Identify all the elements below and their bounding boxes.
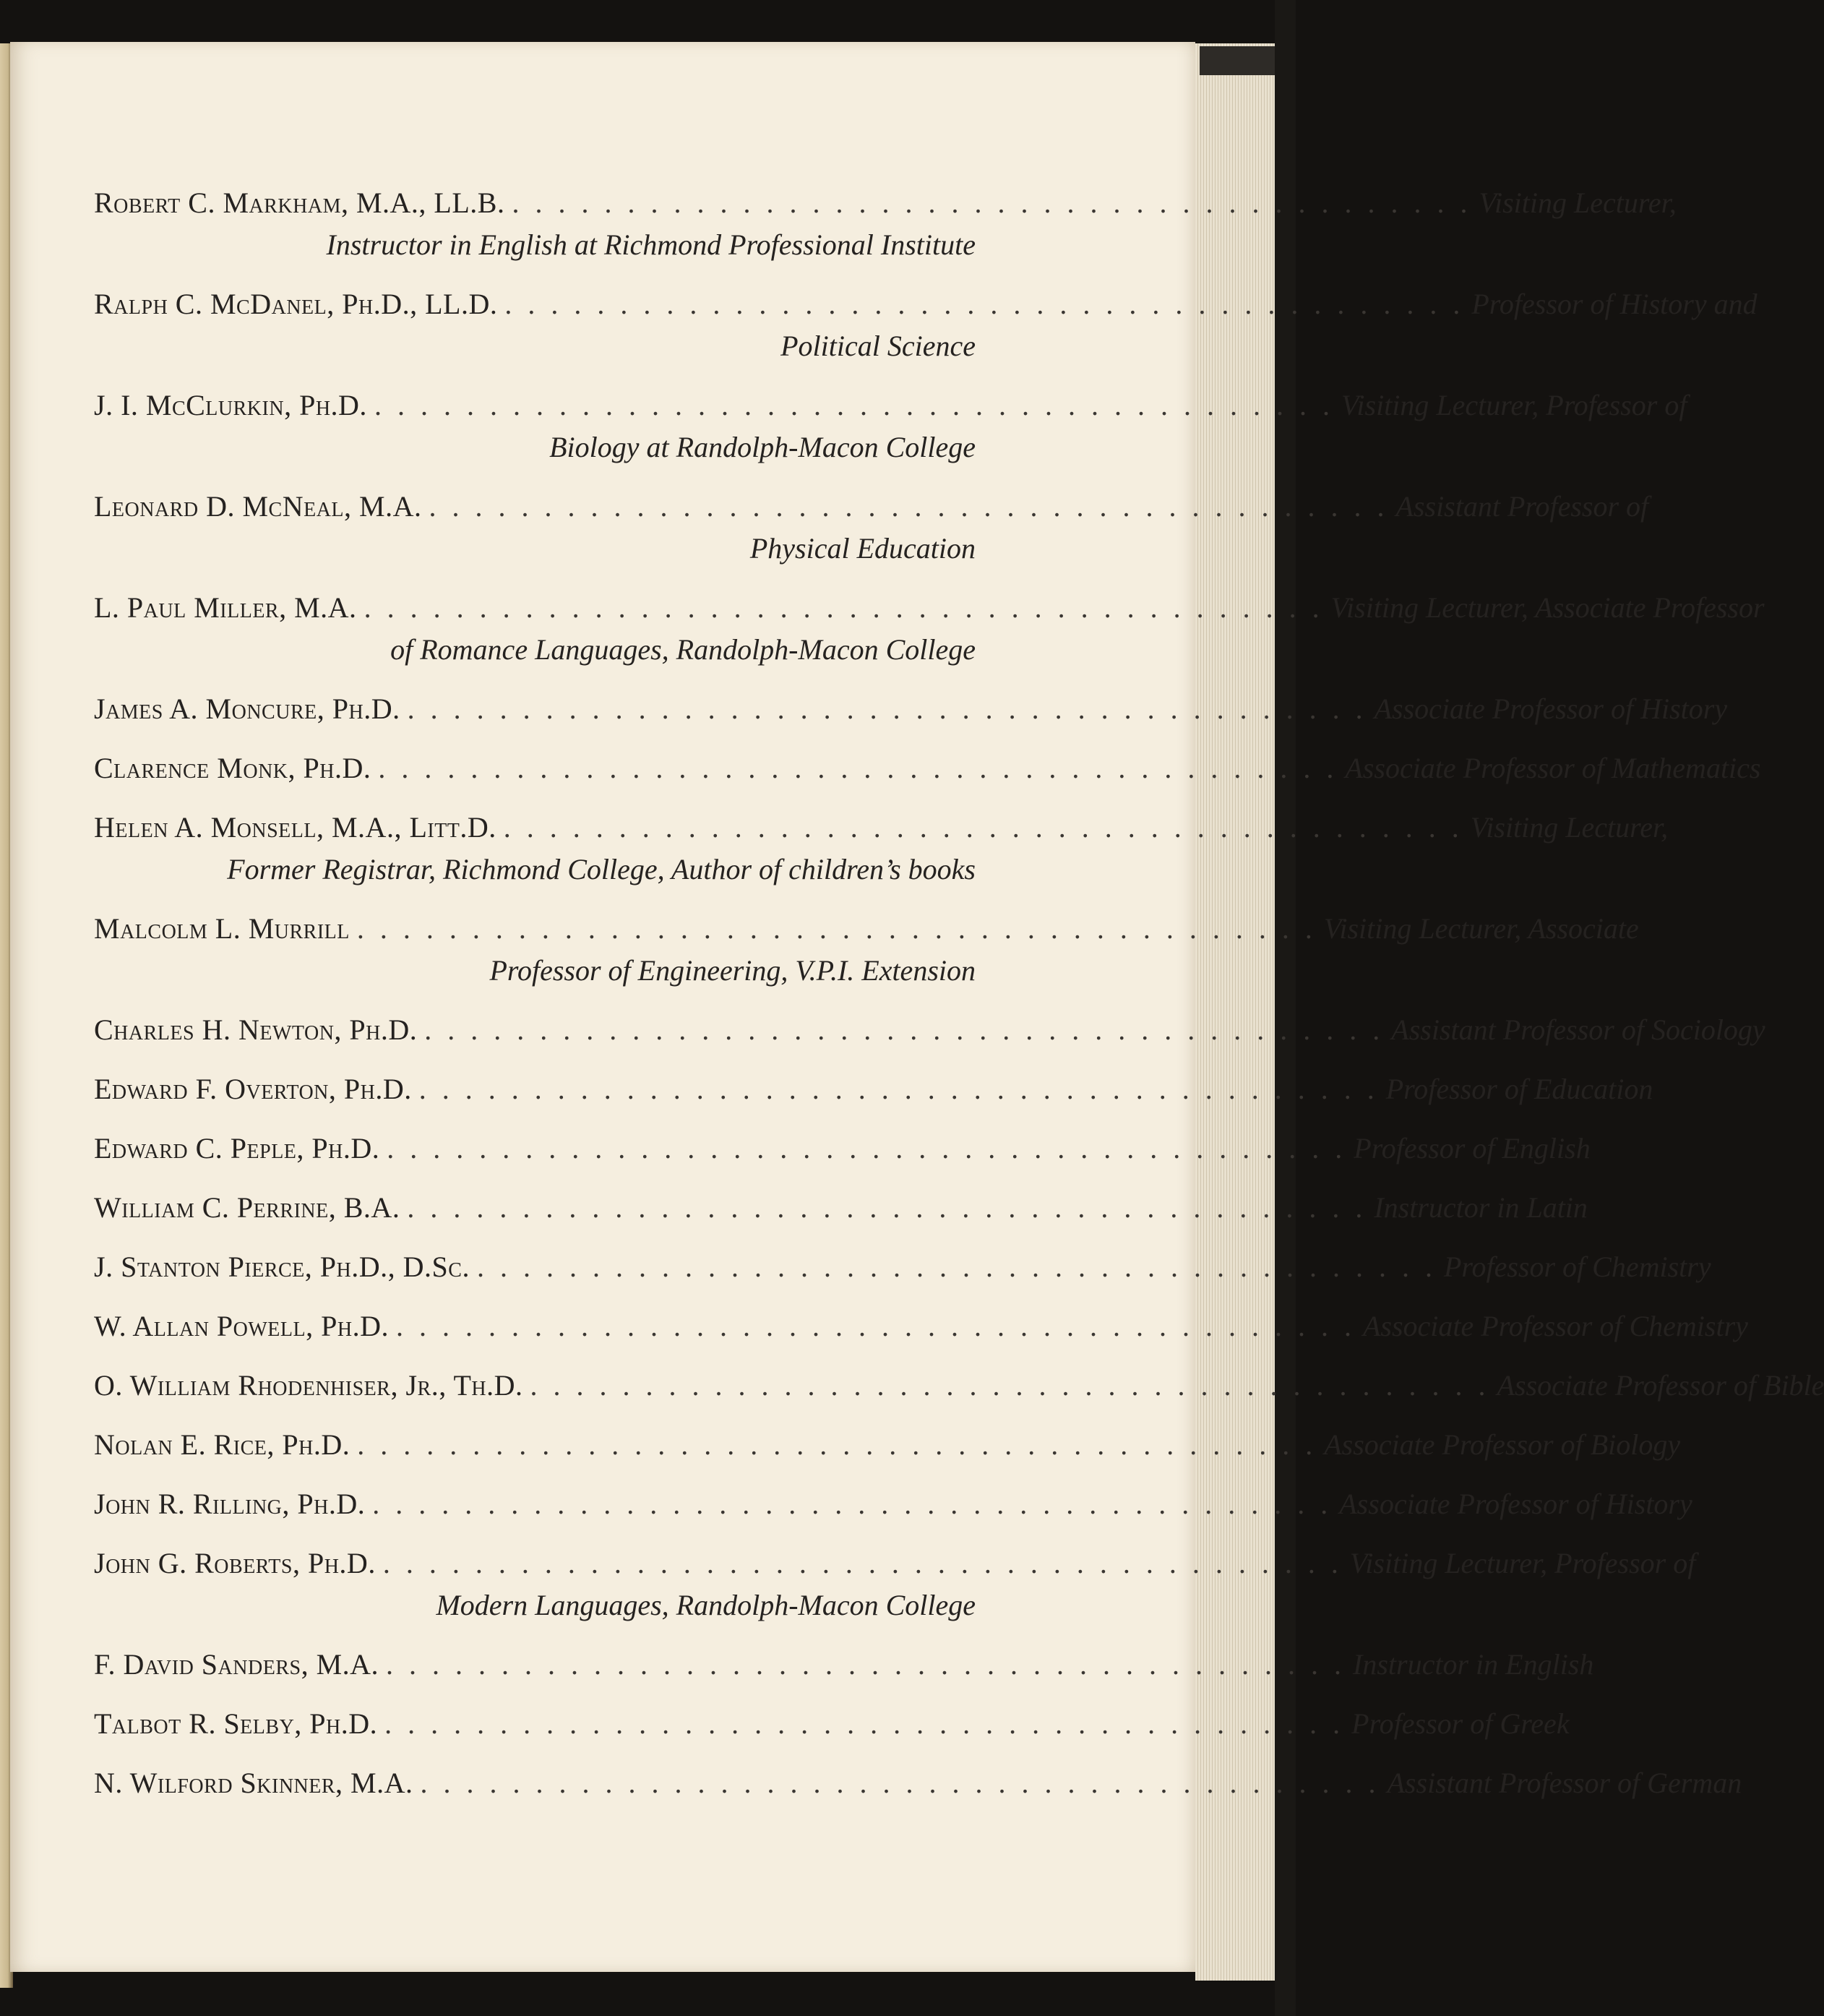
dot-leader: . . . . . . . . . . . . . . . . . . . . . . . . . . . . . . . . . . . . . . . . . . <box>356 912 1317 945</box>
faculty-name: John R. Rilling, Ph.D. <box>94 1488 366 1520</box>
dot-leader: . . . . . . . . . . . . . . . . . . . . . . . . . . . . . . . . . . . . . . . . . . <box>384 1707 1345 1740</box>
faculty-name: Robert C. Markham, M.A., LL.B. <box>94 186 505 219</box>
entry-main-line <box>94 1483 1692 1525</box>
faculty-title-continuation: of Romance Languages, Randolph-Macon College <box>390 633 976 666</box>
faculty-name: Malcolm L. Murrill <box>94 912 350 945</box>
dot-leader: . . . . . . . . . . . . . . . . . . . . . . . . . . . . . . . . . . . . . . . . . . <box>378 752 1338 784</box>
faculty-name: L. Paul Miller, M.A. <box>94 591 357 624</box>
entry-main-line <box>94 807 1669 849</box>
faculty-name: Helen A. Monsell, M.A., Litt.D. <box>94 811 496 844</box>
dot-leader: . . . . . . . . . . . . . . . . . . . . . . . . . . . . . . . . . . . . . . . . . . <box>387 1132 1347 1164</box>
faculty-entry <box>94 908 1639 992</box>
dot-leader: . . . . . . . . . . . . . . . . . . . . . . . . . . . . . . . . . . . . . . . . . . <box>407 1191 1367 1224</box>
entry-main-line <box>94 1543 1696 1584</box>
faculty-entry <box>94 747 1761 789</box>
faculty-entry <box>94 486 1649 570</box>
faculty-entry <box>94 1246 1711 1288</box>
faculty-name: F. David Sanders, M.A. <box>94 1648 379 1681</box>
faculty-entry <box>94 1644 1594 1686</box>
faculty-title-continuation: Biology at Randolph-Macon College <box>549 431 976 463</box>
dot-leader: . . . . . . . . . . . . . . . . . . . . . . . . . . . . . . . . . . . . . . . . . . <box>418 1073 1379 1105</box>
faculty-entry <box>94 1009 1765 1051</box>
faculty-name: J. Stanton Pierce, Ph.D., D.Sc. <box>94 1251 470 1283</box>
faculty-title: Assistant Professor of Sociology <box>1391 1013 1765 1046</box>
faculty-entry <box>94 1424 1681 1466</box>
faculty-title: Visiting Lecturer, <box>1479 186 1677 219</box>
faculty-name: O. William Rhodenhiser, Jr., Th.D. <box>94 1369 523 1402</box>
faculty-name: Nolan E. Rice, Ph.D. <box>94 1428 350 1461</box>
faculty-title: Professor of History and <box>1471 288 1758 320</box>
dot-leader: . . . . . . . . . . . . . . . . . . . . . . . . . . . . . . . . . . . . . . . . . . <box>530 1369 1490 1402</box>
faculty-title: Visiting Lecturer, <box>1470 811 1669 844</box>
faculty-title-continuation: Physical Education <box>749 532 976 565</box>
faculty-title: Assistant Professor of German <box>1387 1767 1742 1799</box>
faculty-name: Edward F. Overton, Ph.D. <box>94 1073 412 1105</box>
faculty-title: Associate Professor of Chemistry <box>1362 1310 1748 1342</box>
dot-leader: . . . . . . . . . . . . . . . . . . . . . . . . . . . . . . . . . . . . . . . . . . <box>363 591 1324 624</box>
entry-main-line <box>94 908 1639 950</box>
entry-main-line <box>94 1703 1570 1745</box>
dot-leader: . . . . . . . . . . . . . . . . . . . . . . . . . . . . . . . . . . . . . . . . . . <box>374 389 1334 421</box>
faculty-entry <box>94 1483 1692 1525</box>
faculty-name: W. Allan Powell, Ph.D. <box>94 1310 389 1342</box>
dot-leader: . . . . . . . . . . . . . . . . . . . . . . . . . . . . . . . . . . . . . . . . . . <box>407 692 1367 725</box>
dot-leader: . . . . . . . . . . . . . . . . . . . . . . . . . . . . . . . . . . . . . . . . . . <box>503 811 1463 844</box>
dot-leader: . . . . . . . . . . . . . . . . . . . . . . . . . . . . . . . . . . . . . . . . . . <box>512 186 1472 219</box>
faculty-title-continuation: Political Science <box>780 330 976 362</box>
dot-leader: . . . . . . . . . . . . . . . . . . . . . . . . . . . . . . . . . . . . . . . . . . <box>476 1251 1437 1283</box>
faculty-name: Clarence Monk, Ph.D. <box>94 752 371 784</box>
faculty-title: Associate Professor of History <box>1339 1488 1692 1520</box>
faculty-title: Instructor in English <box>1353 1648 1594 1681</box>
faculty-name: John G. Roberts, Ph.D. <box>94 1547 376 1579</box>
faculty-entry <box>94 1068 1653 1110</box>
faculty-list <box>94 182 1824 1822</box>
faculty-entry <box>94 1305 1748 1347</box>
entry-main-line <box>94 1128 1591 1170</box>
faculty-title: Instructor in Latin <box>1374 1191 1588 1224</box>
faculty-name: William C. Perrine, B.A. <box>94 1191 400 1224</box>
faculty-entry <box>94 1187 1588 1229</box>
entry-main-line <box>94 747 1761 789</box>
faculty-name: Talbot R. Selby, Ph.D. <box>94 1707 378 1740</box>
faculty-title: Professor of Education <box>1385 1073 1653 1105</box>
cover-corner <box>1200 46 1279 75</box>
entry-main-line <box>94 1068 1653 1110</box>
faculty-entry <box>94 807 1669 891</box>
faculty-title-continuation: Instructor in English at Richmond Professional Institute <box>326 228 976 261</box>
entry-main-line <box>94 385 1687 426</box>
faculty-title: Professor of English <box>1354 1132 1591 1164</box>
dot-leader: . . . . . . . . . . . . . . . . . . . . . . . . . . . . . . . . . . . . . . . . . . <box>372 1488 1333 1520</box>
dot-leader: . . . . . . . . . . . . . . . . . . . . . . . . . . . . . . . . . . . . . . . . . . <box>424 1013 1385 1046</box>
dot-leader: . . . . . . . . . . . . . . . . . . . . . . . . . . . . . . . . . . . . . . . . . . <box>382 1547 1343 1579</box>
faculty-title: Visiting Lecturer, Associate Professor <box>1330 591 1765 624</box>
faculty-title: Associate Professor of Bible <box>1497 1369 1824 1402</box>
faculty-title: Professor of Greek <box>1351 1707 1570 1740</box>
faculty-entry <box>94 385 1687 468</box>
entry-main-line <box>94 1762 1742 1804</box>
faculty-name: Edward C. Peple, Ph.D. <box>94 1132 380 1164</box>
faculty-title: Professor of Chemistry <box>1443 1251 1711 1283</box>
faculty-name: James A. Moncure, Ph.D. <box>94 692 400 725</box>
faculty-entry <box>94 1543 1696 1626</box>
dot-leader: . . . . . . . . . . . . . . . . . . . . . . . . . . . . . . . . . . . . . . . . . . <box>504 288 1465 320</box>
faculty-name: Leonard D. McNeal, M.A. <box>94 490 422 523</box>
entry-main-line <box>94 688 1728 730</box>
faculty-name: N. Wilford Skinner, M.A. <box>94 1767 413 1799</box>
faculty-title-continuation: Professor of Engineering, V.P.I. Extension <box>489 954 976 987</box>
entry-main-line <box>94 486 1649 528</box>
entry-main-line <box>94 587 1765 629</box>
entry-main-line <box>94 1187 1588 1229</box>
dot-leader: . . . . . . . . . . . . . . . . . . . . . . . . . . . . . . . . . . . . . . . . . . <box>429 490 1389 523</box>
entry-main-line <box>94 1305 1748 1347</box>
faculty-title: Associate Professor of History <box>1374 692 1728 725</box>
faculty-entry <box>94 1365 1824 1407</box>
dot-leader: . . . . . . . . . . . . . . . . . . . . . . . . . . . . . . . . . . . . . . . . . . <box>420 1767 1380 1799</box>
faculty-entry <box>94 1703 1570 1745</box>
faculty-entry <box>94 688 1728 730</box>
faculty-title: Visiting Lecturer, Professor of <box>1349 1547 1696 1579</box>
dot-leader: . . . . . . . . . . . . . . . . . . . . . . . . . . . . . . . . . . . . . . . . . . <box>395 1310 1356 1342</box>
faculty-title: Associate Professor of Biology <box>1324 1428 1681 1461</box>
faculty-title-continuation: Modern Languages, Randolph-Macon College <box>436 1589 976 1621</box>
entry-main-line <box>94 1009 1765 1051</box>
faculty-name: Charles H. Newton, Ph.D. <box>94 1013 418 1046</box>
faculty-title: Visiting Lecturer, Professor of <box>1341 389 1687 421</box>
faculty-entry <box>94 1128 1591 1170</box>
entry-main-line <box>94 1246 1711 1288</box>
faculty-entry <box>94 283 1758 367</box>
entry-main-line <box>94 283 1758 325</box>
dot-leader: . . . . . . . . . . . . . . . . . . . . . . . . . . . . . . . . . . . . . . . . . . <box>386 1648 1346 1681</box>
entry-main-line <box>94 1424 1681 1466</box>
faculty-entry <box>94 182 1677 266</box>
faculty-entry <box>94 1762 1742 1804</box>
entry-main-line <box>94 1365 1824 1407</box>
faculty-title-continuation: Former Registrar, Richmond College, Author of children’s books <box>227 853 976 885</box>
faculty-name: J. I. McClurkin, Ph.D. <box>94 389 367 421</box>
entry-main-line <box>94 1644 1594 1686</box>
faculty-title: Associate Professor of Mathematics <box>1345 752 1761 784</box>
dot-leader: . . . . . . . . . . . . . . . . . . . . . . . . . . . . . . . . . . . . . . . . . . <box>357 1428 1317 1461</box>
faculty-title: Visiting Lecturer, Associate <box>1323 912 1639 945</box>
faculty-name: Ralph C. McDanel, Ph.D., LL.D. <box>94 288 498 320</box>
faculty-title: Assistant Professor of <box>1395 490 1649 523</box>
faculty-entry <box>94 587 1765 671</box>
entry-main-line <box>94 182 1677 224</box>
